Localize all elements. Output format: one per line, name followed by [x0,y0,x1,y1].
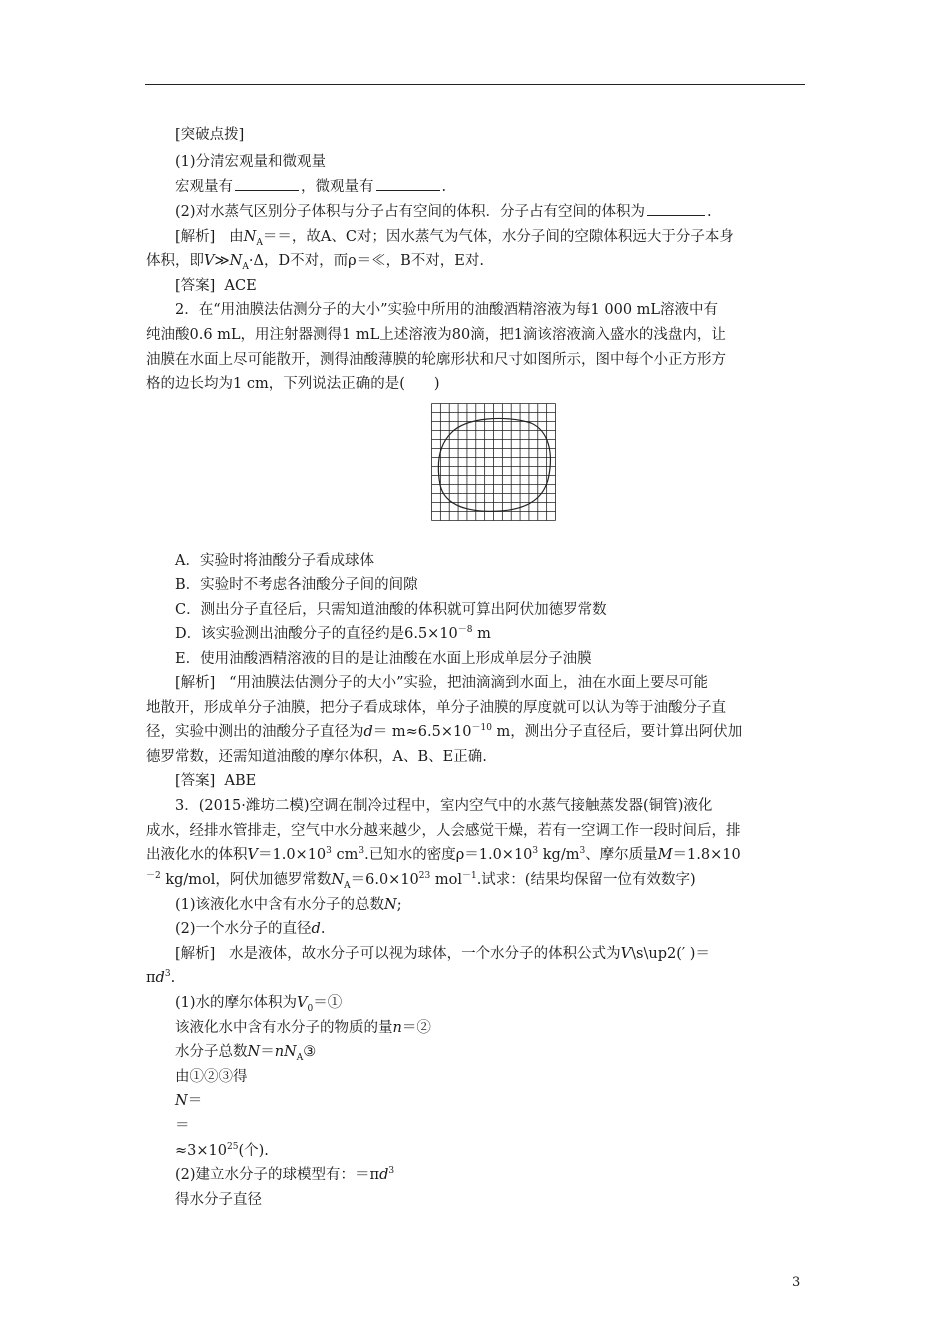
header-rule [145,84,805,85]
q2-line-2: 纯油酸0.6 mL，用注射器测得1 mL上述溶液为80滴，把1滴该溶液滴入盛水的浅盘内，让 [146,327,726,343]
hint-title: [突破点拨] [175,127,245,143]
oil-film-outline [438,418,550,511]
analysis-3-step-9: 得水分子直径 [175,1192,262,1208]
analysis-3-step-3: 水分子总数$N=nN_A③$ [175,1044,317,1063]
analysis-3-step-6: ＝ [175,1118,190,1134]
analysis-2-line-3: 径，实验中测出的油酸分子直径为$d= m\approx 6.5\times 10^{-10}$ m，测出分子直径后，要计算出阿伏加 [146,723,743,740]
page-number: 3 [792,1275,801,1290]
analysis-2-line-1: [解析] “用油膜法估测分子的大小”实验，把油滴滴到水面上，油在水面上要尽可能 [175,675,708,691]
answer-blank [647,201,705,216]
q3-line-1: 3．(2015·潍坊二模)空调在制冷过程中，室内空气中的水蒸气接触蒸发器(铜管)液化 [175,798,713,814]
analysis-1-line-1: [解析] 由$N_A==$，故A、C对；因水蒸气为气体，水分子间的空隙体积远大于分子本身 [175,229,734,248]
option-e: E．使用油酸酒精溶液的目的是让油酸在水面上形成单层分子油膜 [175,651,592,667]
option-b: B．实验时不考虑各油酸分子间的间隙 [175,577,418,593]
answer-1: [答案] ACE [175,278,257,294]
q3-sub-2: (2)一个水分子的直径d. [175,921,326,937]
q2-line-1: 2．在“用油膜法估测分子的大小”实验中所用的油酸酒精溶液为每1 000 mL溶液中有 [175,302,719,318]
option-d: D．该实验测出油酸分子的直径约是$6.5\times 10^{-8}$ m [175,625,491,642]
analysis-3-line-1: [解析] 水是液体，故水分子可以视为球体，一个水分子的体积公式为V\s\up2(′ )＝ [175,946,710,962]
hint-item-2: (2)对水蒸气区别分子体积与分子占有空间的体积．分子占有空间的体积为 . [175,201,712,222]
q3-line-2: 成水，经排水管排走，空气中水分越来越少，人会感觉干燥，若有一空调工作一段时间后，排 [146,823,741,839]
analysis-3-step-4: 由①②③得 [175,1069,248,1085]
analysis-3-step-7: $\approx 3\times 10^{25}$(个). [175,1142,269,1159]
analysis-2-line-2: 地散开，形成单分子油膜，把分子看成球体，单分子油膜的厚度就可以认为等于油酸分子直 [146,700,726,716]
q3-line-4: $^{-2}$ kg/mol，阿伏加德罗常数$N_A=6.0\times 10^{23}$ mol$^{-1}$.试求：(结果均保留一位有效数字) [146,871,696,891]
hint-item-1: (1)分清宏观量和微观量 [175,154,327,170]
analysis-3-step-1: (1)水的摩尔体积为$V_0=①$ [175,995,343,1014]
analysis-1-line-2: 体积，即$V≫N_A\cdot\Delta$，D不对，而ρ＝≪，B不对，E对. [146,253,484,272]
analysis-3-step-2: 该液化水中含有水分子的物质的量n＝② [175,1020,431,1036]
q3-sub-1: (1)该液化水中含有水分子的总数N; [175,897,402,913]
hint-blank-line: 宏观量有 ，微观量有 . [175,176,446,197]
analysis-3-step-5: N＝ [175,1093,203,1109]
answer-2: [答案] ABE [175,773,257,789]
oil-film-grid-figure [431,403,556,521]
analysis-2-line-4: 德罗常数，还需知道油酸的摩尔体积，A、B、E正确. [146,749,487,765]
analysis-3-step-8: (2)建立水分子的球模型有：$=\pi d^3$ [175,1166,395,1183]
q3-line-3: 出液化水的体积$V=1.0\times 10^3$ $cm^3$.已知水的密度$\rho=1.0\times 10^3$ $kg/m^3$、摩尔质量M＝1.8×10 [146,846,741,863]
answer-blank [376,176,440,191]
oil-film-grid-svg [431,403,556,521]
q2-line-4: 格的边长均为1 cm，下列说法正确的是( ) [146,376,440,392]
option-a: A．实验时将油酸分子看成球体 [175,553,374,569]
analysis-3-line-2: $\pi d^3$. [146,969,176,986]
q2-line-3: 油膜在水面上尽可能散开，测得油酸薄膜的轮廓形状和尺寸如图所示，图中每个小正方形方 [146,352,726,368]
answer-blank [235,176,299,191]
option-c: C．测出分子直径后，只需知道油酸的体积就可算出阿伏加德罗常数 [175,602,607,618]
